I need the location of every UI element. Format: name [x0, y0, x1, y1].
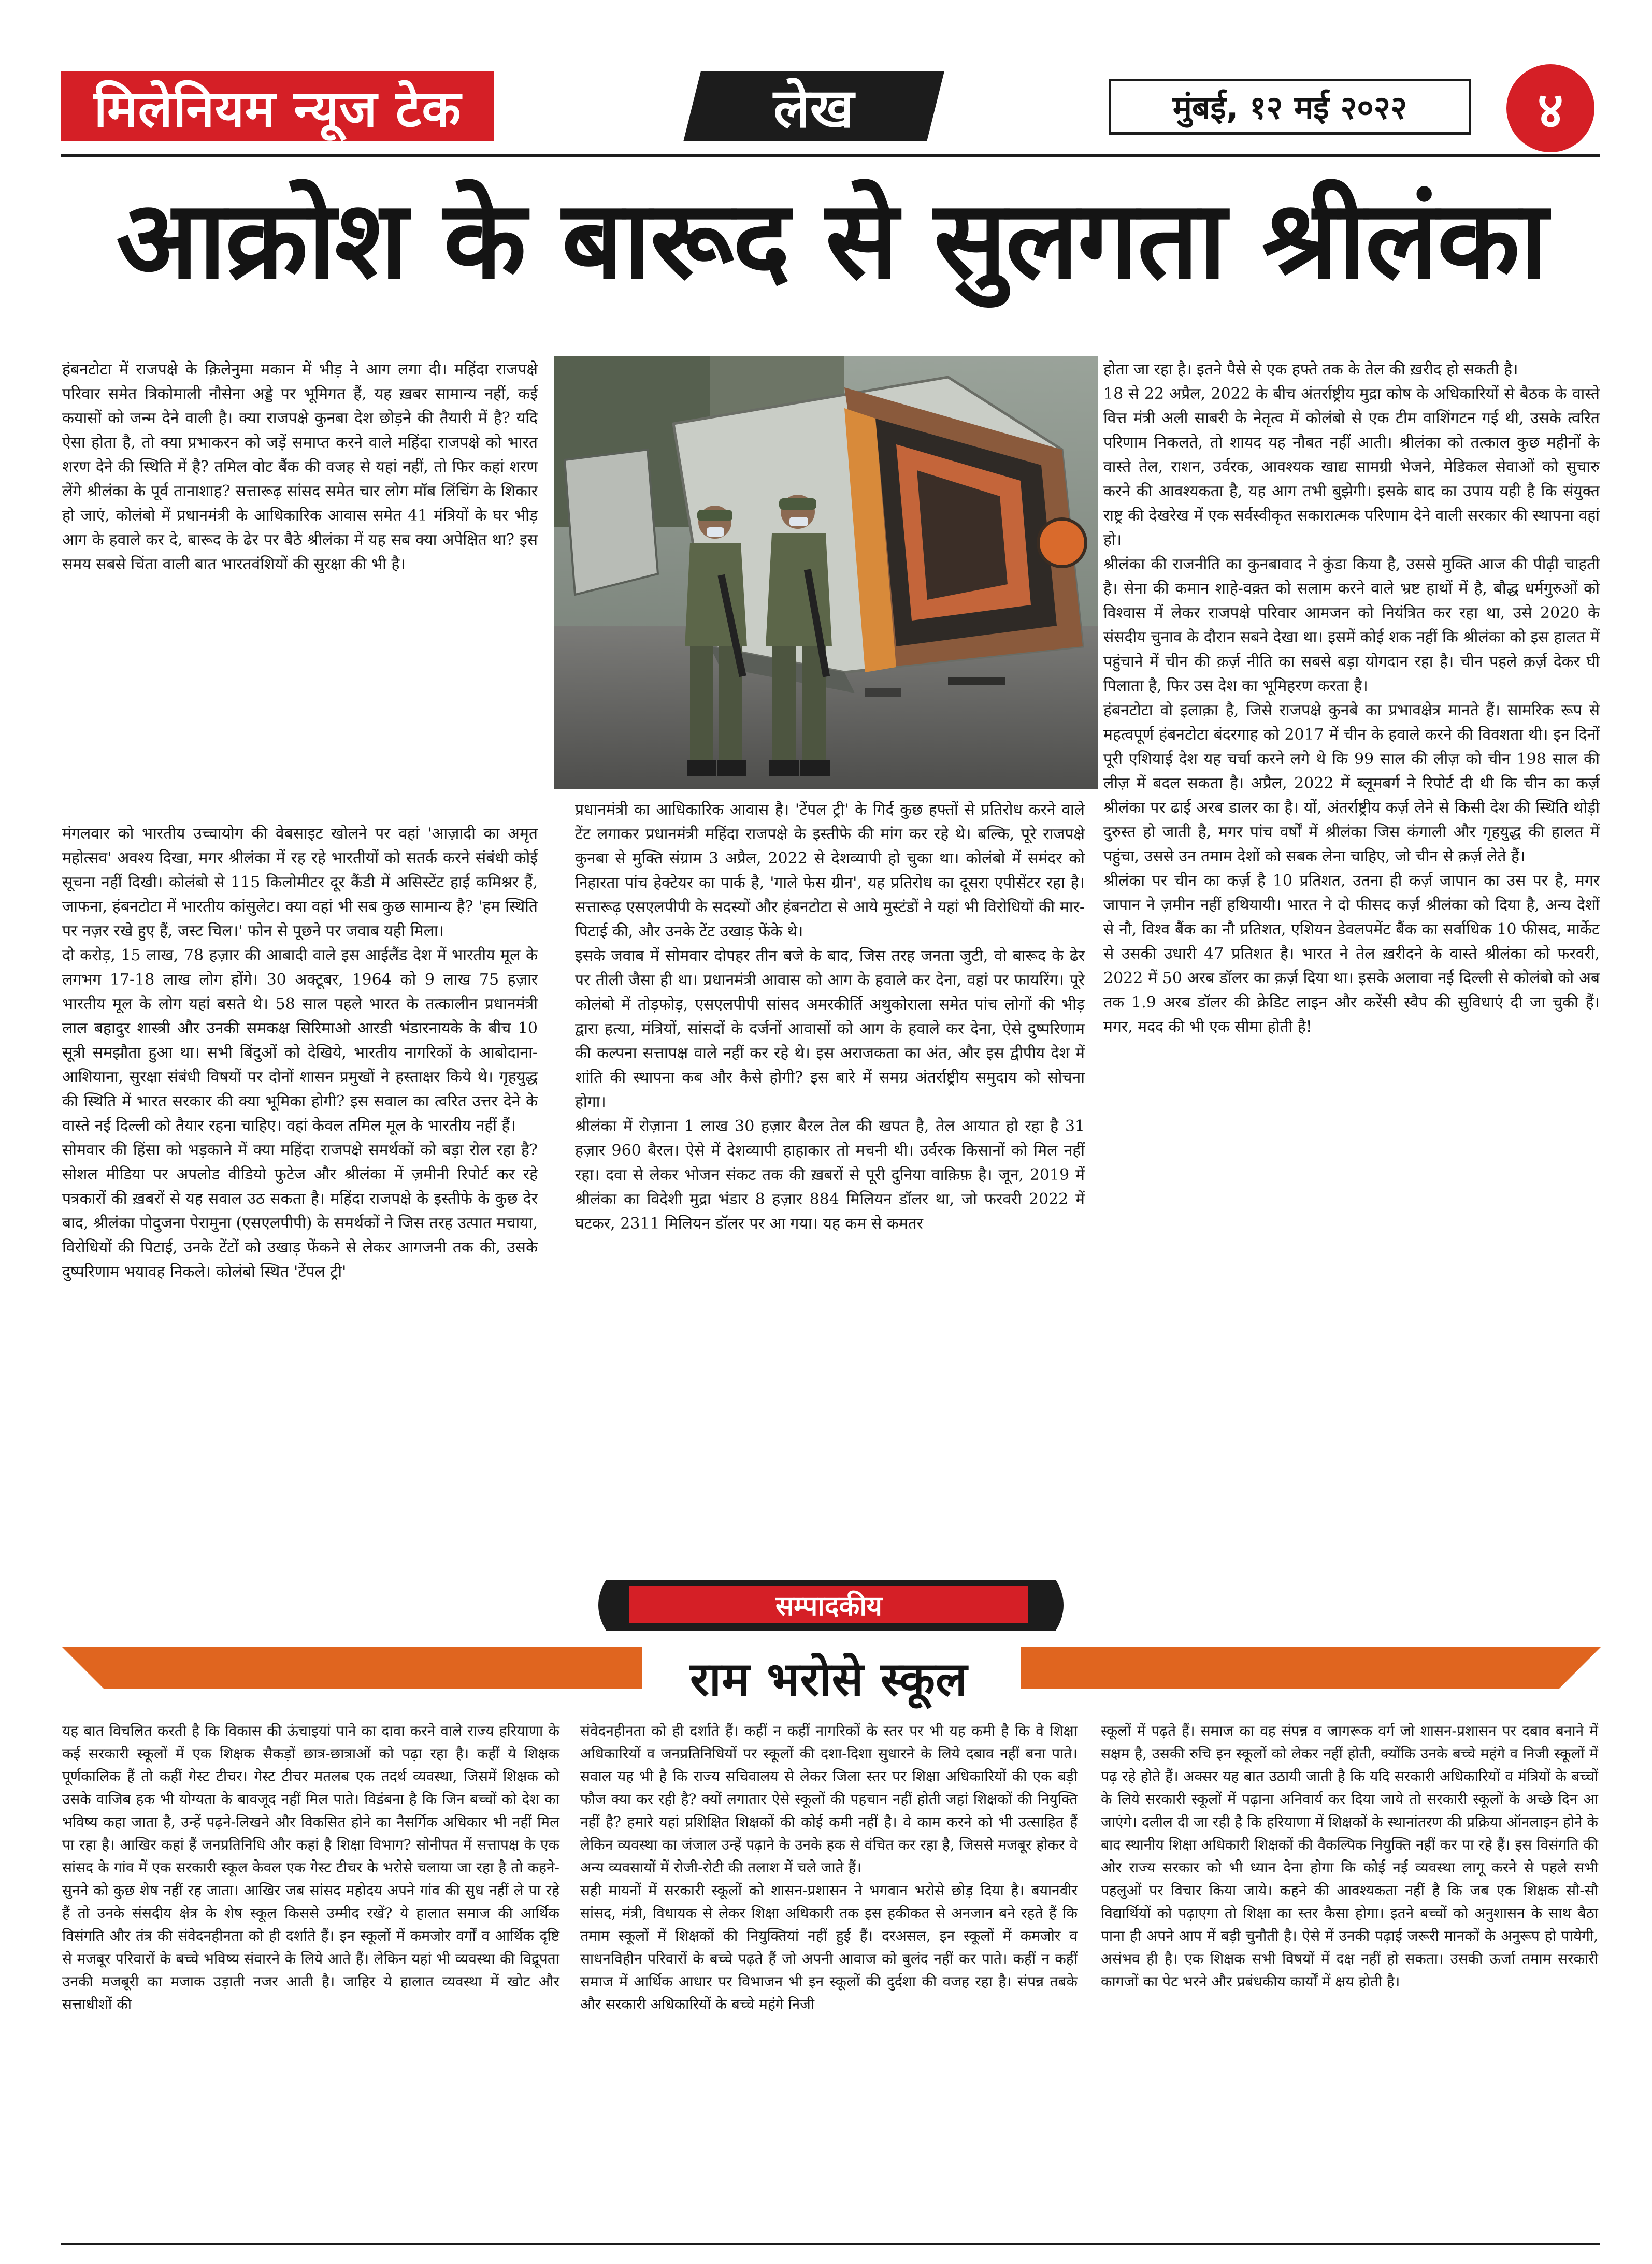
paragraph: दो करोड़, 15 लाख, 78 हज़ार की आबादी वाले इस आईलैंड देश में भारतीय मूल के लगभग 17-18 लाख लोग होंगे। 30 अक्टूबर, 1964 को 9 लाख 75 हज़ार भारतीय मूल के लोग यहां बसते थे। 58 साल पहले भारत के तत्कालीन प्रधानमंत्री लाल बहादुर शास्त्री और उनकी समकक्ष सिरिमाओ आरडी भंडारनायके के बीच 10 सूत्री समझौता हुआ था। सभी बिंदुओं को देखिये, भारतीय नागरिकों के आबोदाना-आशियाना, सुरक्षा संबंधी विषयों पर दोनों शासन प्रमुखों ने हस्ताक्षर किये थे। गृहयुद्ध की स्थिति में भारत सरकार की क्या भूमिका होगी? इस सवाल का त्वरित उत्तर देने के वास्ते नई दिल्ली को तैयार रहना चाहिए। वहां केवल तमिल मूल के भारतीय नहीं हैं।	[62, 946, 538, 1135]
paragraph: सही मायनों में सरकारी स्कूलों को शासन-प्रशासन ने भगवान भरोसे छोड़ दिया है। बयानवीर सांसद, मंत्री, विधायक से लेकर शिक्षा अधिकारी तक इस हकीकत से अनजान बने रहते हैं कि तमाम स्कूलों में शिक्षकों की नियुक्तियां नहीं हुई हैं। दरअसल, इन स्कूलों में कमजोर व साधनविहीन परिवारों के बच्चे पढ़ते हैं जो अपनी आवाज को बुलंद नहीं कर पाते। कहीं न कहीं समाज में आर्थिक आधार पर विभाजन भी इन स्कूलों की दुर्दशा की वजह रहा है। संपन्न तबके और सरकारी अधिकारियों के बच्चे महंगे निजी	[580, 1882, 1078, 2013]
paragraph: सोमवार की हिंसा को भड़काने में क्या महिंदा राजपक्षे समर्थकों को बड़ा रोल रहा है? सोशल मीडिया पर अपलोड वीडियो फुटेज और श्रीलंका में ज़मीनी रिपोर्ट कर रहे पत्रकारों की ख़बरों से यह सवाल उठ सकता है। महिंदा राजपक्षे के इस्तीफे के कुछ देर बाद, श्रीलंका पोदुजना पेरामुना (एसएलपीपी) के समर्थकों ने जिस तरह उत्पात मचाया, विरोधियों की पिटाई, उनके टेंटों को उखाड़ फेंकने से लेकर आगजनी तक की, उसके दुष्परिणाम भयावह निकले। कोलंबो स्थित 'टेंपल ट्री'	[62, 1141, 538, 1281]
paragraph: होता जा रहा है। इतने पैसे से एक हफ्ते तक के तेल की ख़रीद हो सकती है।	[1103, 360, 1518, 379]
paragraph: श्रीलंका की राजनीति का कुनबावाद ने कुंडा किया है, उससे मुक्ति आज की पीढ़ी चाहती है। सेना की कमान शाहे-वक़्त को सलाम करने वाले भ्रष्ट हाथों में है, बौद्ध धर्मगुरुओं को विश्वास में लेकर राजपक्षे परिवार आमजन को नियंत्रित कर रहा था, उसे 2020 के संसदीय चुनाव के दौरान सबने देखा था। इसमें कोई शक नहीं कि श्रीलंका को इस हालत में पहुंचाने में चीन की क़र्ज़ नीति का सबसे बड़ा योगदान रहा है। चीन पहले क़र्ज़ देकर घी पिलाता है, फिर उस देश का भूमिहरण करता है।	[1103, 555, 1600, 695]
editorial-column-3	[1101, 1720, 1598, 1993]
paragraph: संवेदनहीनता को ही दर्शाते हैं। कहीं न कहीं नागरिकों के स्तर पर भी यह कमी है कि वे शिक्षा अधिकारियों व जनप्रतिनिधियों पर स्कूलों की दशा-दिशा सुधारने के लिये दबाव नहीं बना पाते। सवाल यह भी है कि राज्य सचिवालय से लेकर जिला स्तर पर शिक्षा अधिकारियों की एक बड़ी फौज क्या कर रही है? क्यों लगातार ऐसे स्कूलों की पहचान नहीं होती जहां शिक्षकों की नियुक्ति नहीं है? हमारे यहां प्रशिक्षित शिक्षकों की कोई कमी नहीं है। वे काम करने को भी उत्साहित हैं लेकिन व्यवस्था का जंजाल उन्हें पढ़ाने के उनके हक से वंचित कर रहा है, जिससे मजबूर होकर वे अन्य व्यवसायों में रोजी-रोटी की तलाश में चले जाते हैं।	[580, 1722, 1078, 1876]
paragraph: मंगलवार को भारतीय उच्चायोग की वेबसाइट खोलने पर वहां 'आज़ादी का अमृत महोत्सव' अवश्य दिखा, मगर श्रीलंका में रह रहे भारतीयों को सतर्क करने संबंधी कोई सूचना नहीं दिखी। कोलंबो से 115 किलोमीटर दूर कैंडी में असिस्टेंट हाई कमिश्नर हैं, जाफना, हंबनटोटा में भारतीय कांसुलेट। क्या वहां भी सब कुछ सामान्य है? 'हम स्थिति पर नज़र रखे हुए हैं, जस्ट चिल।' फोन से पूछने पर जवाब यही मिला।	[62, 825, 538, 940]
paragraph: प्रधानमंत्री का आधिकारिक आवास है। 'टेंपल ट्री' के गिर्द कुछ हफ्तों से प्रतिरोध करने वाले टेंट लगाकर प्रधानमंत्री महिंदा राजपक्षे के इस्तीफे की मांग कर रहे थे। बल्कि, पूरे राजपक्षे कुनबा से मुक्ति संग्राम 3 अप्रैल, 2022 से देशव्यापी हो चुका था। कोलंबो में समंदर को निहारता पांच हेक्टेयर का पार्क है, 'गाले फेस ग्रीन', यह प्रतिरोध का दूसरा एपीसेंटर रहा है। सत्तारूढ़ एसएलपीपी के सदस्यों और हंबनटोटा से आये मुस्टंडों ने यहां भी विरोधियों की मार-पिटाई की, और उनके टेंट उखाड़ फेंके थे।	[575, 801, 1085, 941]
dateline	[1109, 79, 1471, 135]
article-column-3	[1103, 357, 1600, 1039]
page-bottom-rule	[61, 2243, 1600, 2245]
masthead	[61, 71, 1600, 149]
editorial-left-rule	[62, 1647, 642, 1689]
paragraph: यह बात विचलित करती है कि विकास की ऊंचाइयां पाने का दावा करने वाले राज्य हरियाणा के कई सरकारी स्कूलों में एक शिक्षक सैकड़ों छात्र-छात्राओं को पढ़ा रहा है। कहीं ये शिक्षक पूर्णकालिक हैं तो कहीं गेस्ट टीचर। गेस्ट टीचर मतलब एक तदर्थ व्यवस्था, जिसमें शिक्षक को उसके वाजिब हक भी योग्यता के बावजूद नहीं मिल पाते। विडंबना है कि जिन बच्चों को देश का भविष्य कहा जाता है, उन्हें पढ़ने-लिखने और विकसित होने का नैसर्गिक अधिकार भी नहीं मिल पा रहा है। आखिर कहां हैं जनप्रतिनिधि और कहां है शिक्षा विभाग? सोनीपत में सत्तापक्ष के एक सांसद के गांव में एक सरकारी स्कूल केवल एक गेस्ट टीचर के भरोसे चलाया जा रहा है तो कहने-सुनने को कुछ शेष नहीं रह जाता। आखिर जब सांसद महोदय अपने गांव की सुध नहीं ले पा रहे हैं तो उनके संसदीय क्षेत्र के शेष स्कूल किससे उम्मीद रखें? ये हालात समाज की आर्थिक विसंगति और तंत्र की संवेदनहीनता को ही दर्शाते हैं। इन स्कूलों में कमजोर वर्गों व आर्थिक दृष्टि से मजबूर परिवारों के बच्चे भविष्य संवारने के लिये आते हैं। लेकिन यहां भी व्यवस्था की विद्रूपता उनकी मजबूरी का मजाक उड़ाती नजर आती है। जाहिर ये हालात व्यवस्था में खोट और सत्ताधीशों की	[62, 1722, 559, 2013]
editorial-right-rule	[1021, 1647, 1601, 1689]
article-column-1-top	[62, 357, 538, 576]
photo-illustration	[554, 356, 1098, 789]
section-label	[683, 71, 944, 141]
paragraph: स्कूलों में पढ़ते हैं। समाज का वह संपन्न व जागरूक वर्ग जो शासन-प्रशासन पर दबाव बनाने में सक्षम है, उसकी रुचि इन स्कूलों को लेकर नहीं होती, क्योंकि उनके बच्चे महंगे व निजी स्कूलों में पढ़ रहे होते हैं। अक्सर यह बात उठायी जाती है कि यदि सरकारी अधिकारियों व मंत्रियों के बच्चों के लिये सरकारी स्कूलों में पढ़ाना अनिवार्य कर दिया जाये तो सरकारी स्कूलों के अच्छे दिन आ जाएंगे। दलील दी जा रही है कि हरियाणा में शिक्षकों के स्थानांतरण की प्रक्रिया ऑनलाइन होने के बाद स्थानीय शिक्षा अधिकारी शिक्षकों की वैकल्पिक नियुक्ति नहीं कर पा रहे हैं। इस विसंगति की ओर राज्य सरकार को भी ध्यान देना होगा कि कोई नई व्यवस्था लागू करने से पहले सभी पहलुओं पर विचार किया जाये। कहने की आवश्यकता नहीं है कि जब एक शिक्षक सौ-सौ विद्यार्थियों को पढ़ाएगा तो शिक्षा का स्तर कैसा होगा। इतने बच्चों को अनुशासन के साथ बैठा पाना ही अपने आप में बड़ी चुनौती है। ऐसे में उनकी पढ़ाई जरूरी मानकों के अनुरूप हो पायेगी, असंभव ही है। एक शिक्षक सभी विषयों में दक्ष नहीं हो सकता। उसकी ऊर्जा तमाम सरकारी कागजों का पेट भरने और प्रबंधकीय कार्यों में क्षय होती है।	[1101, 1722, 1598, 1990]
date-text: मुंबई, १२ मई २०२२	[1172, 89, 1407, 126]
editorial-title: राम भरोसे स्कूल	[690, 1652, 968, 1707]
paragraph: इसके जवाब में सोमवार दोपहर तीन बजे के बाद, जिस तरह जनता जुटी, वो बारूद के ढेर पर तीली जैसा ही था। प्रधानमंत्री आवास को आग के हवाले कर देना, वहां पर फायरिंग। पूरे कोलंबो में तोड़फोड़, एसएलपीपी सांसद अमरकीर्ति अथुकोराला समेत पांच लोगों की भीड़ द्वारा हत्या, मंत्रियों, सांसदों के दर्जनों आवासों को आग के हवाले कर देना, ऐसे दुष्परिणाम की कल्पना सत्तापक्ष वाले नहीं कर रहे थे। इस अराजकता का अंत, और इस द्वीपीय देश में शांति की स्थापना कब और कैसे होगी? इस बारे में समग्र अंतर्राष्ट्रीय समुदाय को सोचना होगा।	[575, 947, 1085, 1111]
brand-name: मिलेनियम न्यूज टेक	[94, 79, 462, 139]
article-column-1-bottom	[62, 821, 538, 1284]
editorial-label-box	[629, 1586, 1028, 1623]
paragraph: श्रीलंका में रोज़ाना 1 लाख 30 हज़ार बैरल तेल की खपत है, तेल आयात हो रहा है 31 हज़ार 960 बैरल। ऐसे में देशव्यापी हाहाकार तो मचनी थी। उर्वरक किसानों को मिल नहीं रहा। दवा से लेकर भोजन संकट तक की ख़बरों से पूरी दुनिया वाक़िफ़ है। जून, 2019 में श्रीलंका का विदेशी मुद्रा भंडार 8 हज़ार 884 मिलियन डॉलर था, जो फरवरी 2022 में घटकर, 2311 मिलियन डॉलर पर आ गया। यह कम से कमतर	[575, 1117, 1085, 1233]
editorial-label: सम्पादकीय	[775, 1590, 882, 1622]
editorial-column-2	[580, 1720, 1078, 2016]
page-number-badge	[1506, 64, 1594, 152]
masthead-rule	[61, 154, 1600, 157]
section-name: लेख	[773, 77, 854, 140]
paragraph: हंबनटोटा वो इलाक़ा है, जिसे राजपक्षे कुनबे का प्रभावक्षेत्र मानते हैं। सामरिक रूप से महत्वपूर्ण हंबनटोटा बंदरगाह को 2017 में चीन के हवाले करने की विवशता थी। इन दिनों पूरी एशियाई देश यह चर्चा करने लगे थे कि 99 साल की लीज़ को चीन 198 साल की लीज़ में बदल सकता है। अप्रैल, 2022 में ब्लूमबर्ग ने रिपोर्ट दी थी कि चीन का कर्ज़ श्रीलंका पर ढाई अरब डालर का है। यों, अंतर्राष्ट्रीय कर्ज़ लेने से किसी देश की स्थिति थोड़ी दुरुस्त हो जाती है, मगर पांच वर्षों में श्रीलंका जिस कंगाली और गृहयुद्ध की हालत में पहुंचा, उससे उन तमाम देशों को सबक लेना चाहिए, जो चीन से क़र्ज़ लेते हैं।	[1103, 701, 1600, 866]
news-photo	[554, 356, 1098, 789]
article-column-2	[575, 798, 1085, 1236]
headline: आक्रोश के बारूद से सुलगता श्रीलंका	[116, 178, 1547, 303]
editorial-column-1	[62, 1720, 559, 2016]
paragraph: श्रीलंका पर चीन का कर्ज़ है 10 प्रतिशत, उतना ही कर्ज़ जापान का उस पर है, मगर जापान ने ज़मीन नहीं हथियायी। भारत ने दो फीसद कर्ज़ श्रीलंका को दिया है, अन्य देशों से नौ, विश्व बैंक का नौ प्रतिशत, एशियन डेवलपमेंट बैंक का सर्वाधिक 10 फीसद, मार्केट से उसकी उधारी 47 प्रतिशत है। भारत ने तेल ख़रीदने के वास्ते श्रीलंका को फरवरी, 2022 में 50 अरब डॉलर का क़र्ज़ दिया था। इसके अलावा नई दिल्ली से कोलंबो को अब तक 1.9 अरब डॉलर की क्रेडिट लाइन और करेंसी स्वैप की सुविधाएं दी जा चुकी हैं। मगर, मदद की भी एक सीमा होती है!	[1103, 872, 1600, 1036]
paragraph: 18 से 22 अप्रैल, 2022 के बीच अंतर्राष्ट्रीय मुद्रा कोष के अधिकारियों से बैठक के वास्ते वित्त मंत्री अली साबरी के नेतृत्व में कोलंबो से एक टीम वाशिंगटन गई थी, उसके त्वरित परिणाम निकलते, तो शायद यह नौबत नहीं आती। श्रीलंका को तत्काल कुछ महीनों के वास्ते तेल, राशन, उर्वरक, आवश्यक खाद्य सामग्री भेजने, मेडिकल सेवाओं को सुचारु करने की आवश्यकता है, यह आग तभी बुझेगी। इसके बाद का उपाय यही है कि संयुक्त राष्ट्र की देखरेख में एक सर्वस्वीकृत सकारात्मक परिणाम देने वाली सरकार की स्थापना वहां हो।	[1103, 385, 1600, 549]
page-number: ४	[1538, 81, 1563, 139]
paragraph: हंबनटोटा में राजपक्षे के क़िलेनुमा मकान में भीड़ ने आग लगा दी। महिंदा राजपक्षे परिवार समेत त्रिकोमाली नौसेना अड्डे पर भूमिगत हैं, यह ख़बर सामान्य नहीं, कई कयासों को जन्म देने वाली है। क्या राजपक्षे कुनबा देश छोड़ने की तैयारी में है? यदि ऐसा होता है, तो क्या प्रभाकरन को जड़ें समाप्त करने वाले महिंदा राजपक्षे को भारत शरण देने की स्थिति में है? तमिल वोट बैंक की वजह से यहां नहीं, तो फिर कहां शरण लेंगे श्रीलंका के पूर्व तानाशाह? सत्तारूढ़ सांसद समेत चार लोग मॉब लिंचिंग के शिकार हो जाएं, कोलंबो में प्रधानमंत्री के आधिकारिक आवास समेत 41 मंत्रियों के घर भीड़ आग के हवाले कर दे, बारूद के ढेर पर बैठे श्रीलंका में यह सब क्या अपेक्षित था? इस समय सबसे चिंता वाली बात भारतवंशियों की सुरक्षा की भी है।	[62, 360, 538, 573]
newspaper-brand	[61, 71, 494, 141]
